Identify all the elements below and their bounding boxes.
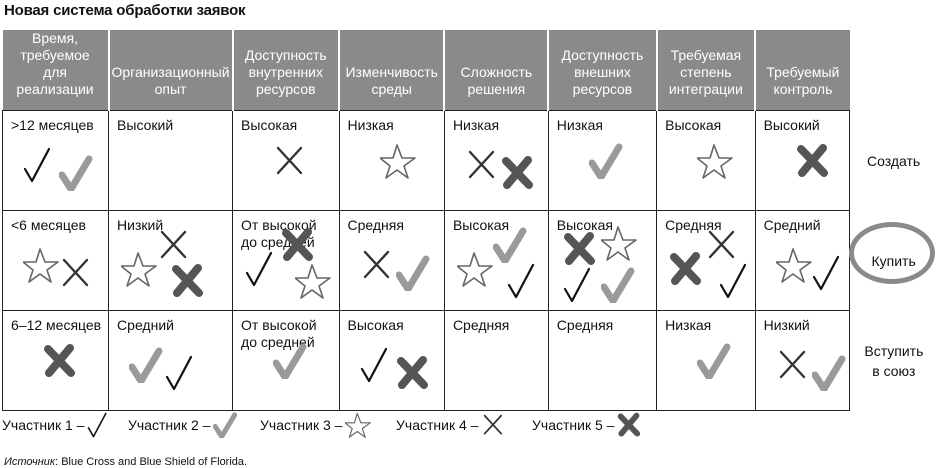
- cross-bold-icon: [501, 155, 537, 191]
- vote-mark: [697, 343, 733, 384]
- vote-mark: [812, 255, 848, 296]
- cell-value: Низкая: [347, 117, 394, 133]
- legend-mark: [213, 416, 239, 432]
- cross-thin-icon: [360, 247, 396, 283]
- star-icon: [23, 247, 59, 283]
- cross-bold-icon: [43, 343, 79, 379]
- star-icon: [601, 225, 637, 261]
- column-header: Доступность внутренних ресурсов: [233, 30, 339, 111]
- table-cell: [548, 211, 656, 311]
- vote-mark: [493, 227, 529, 268]
- check-grey-icon: [129, 347, 165, 383]
- legend-item: [2, 412, 113, 438]
- cross-thin-icon: [705, 227, 741, 263]
- vote-mark: [281, 227, 317, 268]
- vote-mark: [501, 155, 537, 196]
- star-icon: [457, 251, 493, 287]
- source-note: Источник: Blue Cross and Blue Shield of Florida.: [4, 456, 248, 468]
- column-header: Изменчивость среды: [339, 30, 444, 111]
- table-cell: [109, 311, 233, 411]
- table-row: [3, 211, 938, 311]
- vote-mark: [465, 147, 501, 188]
- cross-thin-icon: [157, 227, 193, 263]
- legend-label: Участник 1 –: [2, 417, 85, 433]
- option-label: [850, 111, 938, 211]
- table-row: [3, 111, 938, 211]
- cell-value: Высокая: [665, 117, 722, 133]
- table-cell: [657, 311, 755, 411]
- legend-mark: [87, 416, 113, 432]
- option-label-text: Купить: [871, 252, 916, 269]
- table-cell: [339, 311, 444, 411]
- check-thin-icon: [719, 263, 755, 299]
- vote-mark: [776, 347, 812, 388]
- vote-mark: [360, 347, 396, 388]
- cell-value: Средняя: [556, 317, 614, 333]
- cell-value: Низкая: [665, 317, 712, 333]
- legend-mark: [481, 416, 507, 432]
- cell-value: Низкая: [452, 117, 500, 133]
- vote-mark: [776, 247, 812, 288]
- table-cell: [755, 211, 850, 311]
- cross-thin-icon: [273, 143, 309, 179]
- cell-value: Средняя: [347, 217, 404, 233]
- vote-mark: [705, 227, 741, 268]
- table-cell: [548, 111, 656, 211]
- page-title: Новая система обработки заявок: [4, 2, 246, 19]
- check-grey-icon: [273, 343, 309, 379]
- vote-mark: [245, 251, 281, 292]
- cell-value: От высокой до средней: [241, 217, 317, 250]
- check-thin-icon: [507, 263, 543, 299]
- cell-value: Низкая: [556, 117, 603, 133]
- table-cell: [339, 111, 444, 211]
- selected-option-circle: [849, 222, 935, 284]
- cell-value: Средняя: [665, 217, 722, 233]
- star-icon: [121, 251, 157, 287]
- check-thin-icon: [563, 267, 599, 303]
- table-cell: [3, 311, 109, 411]
- cross-bold-icon: [281, 227, 317, 263]
- column-header: Время, требуемое для реализации: [3, 30, 109, 111]
- cell-value: Средний: [117, 317, 174, 333]
- table-cell: [339, 211, 444, 311]
- cell-value: Высокий: [117, 117, 174, 133]
- table-cell: [657, 211, 755, 311]
- check-grey-icon: [601, 267, 637, 303]
- cross-thin-icon: [481, 412, 507, 438]
- cross-bold-icon: [396, 355, 432, 391]
- check-grey-icon: [213, 412, 239, 438]
- star-icon: [776, 247, 812, 283]
- cell-value: Низкий: [117, 217, 164, 233]
- check-grey-icon: [59, 155, 95, 191]
- vote-mark: [380, 143, 416, 184]
- vote-mark: [796, 143, 832, 184]
- table-row: [3, 311, 938, 411]
- table-cell: [109, 211, 233, 311]
- table-cell: [755, 111, 850, 211]
- vote-mark: [589, 143, 625, 184]
- vote-mark: [23, 147, 59, 188]
- cross-thin-icon: [465, 147, 501, 183]
- cross-bold-icon: [669, 251, 705, 287]
- check-grey-icon: [396, 255, 432, 291]
- table-cell: [109, 111, 233, 211]
- vote-mark: [360, 247, 396, 288]
- legend-mark: [617, 416, 643, 432]
- table-cell: [233, 211, 339, 311]
- vote-mark: [273, 143, 309, 184]
- vote-mark: [43, 343, 79, 384]
- cell-value: <6 месяцев: [11, 217, 86, 233]
- header-row: [3, 30, 938, 111]
- cell-value: От высокой до средней: [241, 317, 317, 350]
- column-header: Требуемый контроль: [755, 30, 850, 111]
- cell-value: Высокая: [556, 217, 613, 233]
- option-label-text: Вступить в союз: [864, 342, 924, 379]
- vote-mark: [157, 227, 193, 268]
- cell-value: Средний: [763, 217, 821, 233]
- star-icon: [345, 412, 371, 438]
- cross-bold-icon: [171, 263, 207, 299]
- check-thin-icon: [87, 412, 113, 438]
- legend-label: Участник 3 –: [260, 417, 343, 433]
- table-cell: [444, 311, 548, 411]
- legend-label: Участник 2 –: [128, 417, 211, 433]
- column-header: Доступность внешних ресурсов: [548, 30, 656, 111]
- vote-mark: [396, 255, 432, 296]
- vote-mark: [563, 231, 599, 272]
- vote-mark: [129, 347, 165, 388]
- cross-bold-icon: [796, 143, 832, 179]
- cell-value: >12 месяцев: [11, 117, 94, 133]
- cell-value: 6–12 месяцев: [11, 317, 102, 333]
- table-cell: [548, 311, 656, 411]
- vote-mark: [601, 267, 637, 308]
- cell-value: Высокий: [763, 117, 820, 133]
- vote-mark: [59, 255, 95, 296]
- vote-mark: [59, 155, 95, 196]
- option-label: [850, 311, 938, 411]
- vote-mark: [165, 355, 201, 396]
- vote-mark: [171, 263, 207, 304]
- cell-value: Средняя: [452, 317, 510, 333]
- table-cell: [233, 111, 339, 211]
- header-spacer: [850, 30, 938, 111]
- cross-bold-icon: [563, 231, 599, 267]
- check-grey-icon: [697, 343, 733, 379]
- check-thin-icon: [23, 147, 59, 183]
- option-label-text: Создать: [867, 152, 921, 169]
- star-icon: [380, 143, 416, 179]
- legend-item: [260, 412, 371, 438]
- vote-mark: [121, 251, 157, 292]
- star-icon: [697, 143, 733, 179]
- decision-table: [2, 30, 938, 411]
- cross-thin-icon: [776, 347, 812, 383]
- vote-mark: [273, 343, 309, 384]
- check-thin-icon: [245, 251, 281, 287]
- table-cell: [3, 111, 109, 211]
- vote-mark: [457, 251, 493, 292]
- check-grey-icon: [493, 227, 529, 263]
- vote-mark: [697, 143, 733, 184]
- vote-mark: [563, 267, 599, 308]
- column-header: Организационный опыт: [109, 30, 233, 111]
- table-cell: [755, 311, 850, 411]
- table-cell: [444, 211, 548, 311]
- legend-label: Участник 5 –: [532, 417, 615, 433]
- cross-thin-icon: [59, 255, 95, 291]
- cell-value: Высокая: [347, 317, 404, 333]
- column-header: Требуемая степень интеграции: [657, 30, 755, 111]
- table-cell: [233, 311, 339, 411]
- check-thin-icon: [812, 255, 848, 291]
- check-thin-icon: [360, 347, 396, 383]
- star-icon: [295, 263, 331, 299]
- legend-item: [128, 412, 239, 438]
- cell-value: Низкий: [763, 317, 810, 333]
- check-grey-icon: [589, 143, 625, 179]
- table-cell: [657, 111, 755, 211]
- vote-mark: [719, 263, 755, 304]
- vote-mark: [507, 263, 543, 304]
- vote-mark: [601, 225, 637, 266]
- vote-mark: [812, 355, 848, 396]
- vote-mark: [669, 251, 705, 292]
- vote-mark: [396, 355, 432, 396]
- table-cell: [3, 211, 109, 311]
- legend-item: [532, 412, 643, 438]
- vote-mark: [23, 247, 59, 288]
- table-cell: [444, 111, 548, 211]
- legend-label: Участник 4 –: [396, 417, 479, 433]
- cross-bold-icon: [617, 412, 643, 438]
- vote-mark: [295, 263, 331, 304]
- legend-item: [396, 412, 507, 438]
- cell-value: Высокая: [452, 217, 510, 233]
- cell-value: Высокая: [241, 117, 298, 133]
- check-thin-icon: [165, 355, 201, 391]
- check-grey-icon: [812, 355, 848, 391]
- legend-mark: [345, 416, 371, 432]
- column-header: Сложность решения: [444, 30, 548, 111]
